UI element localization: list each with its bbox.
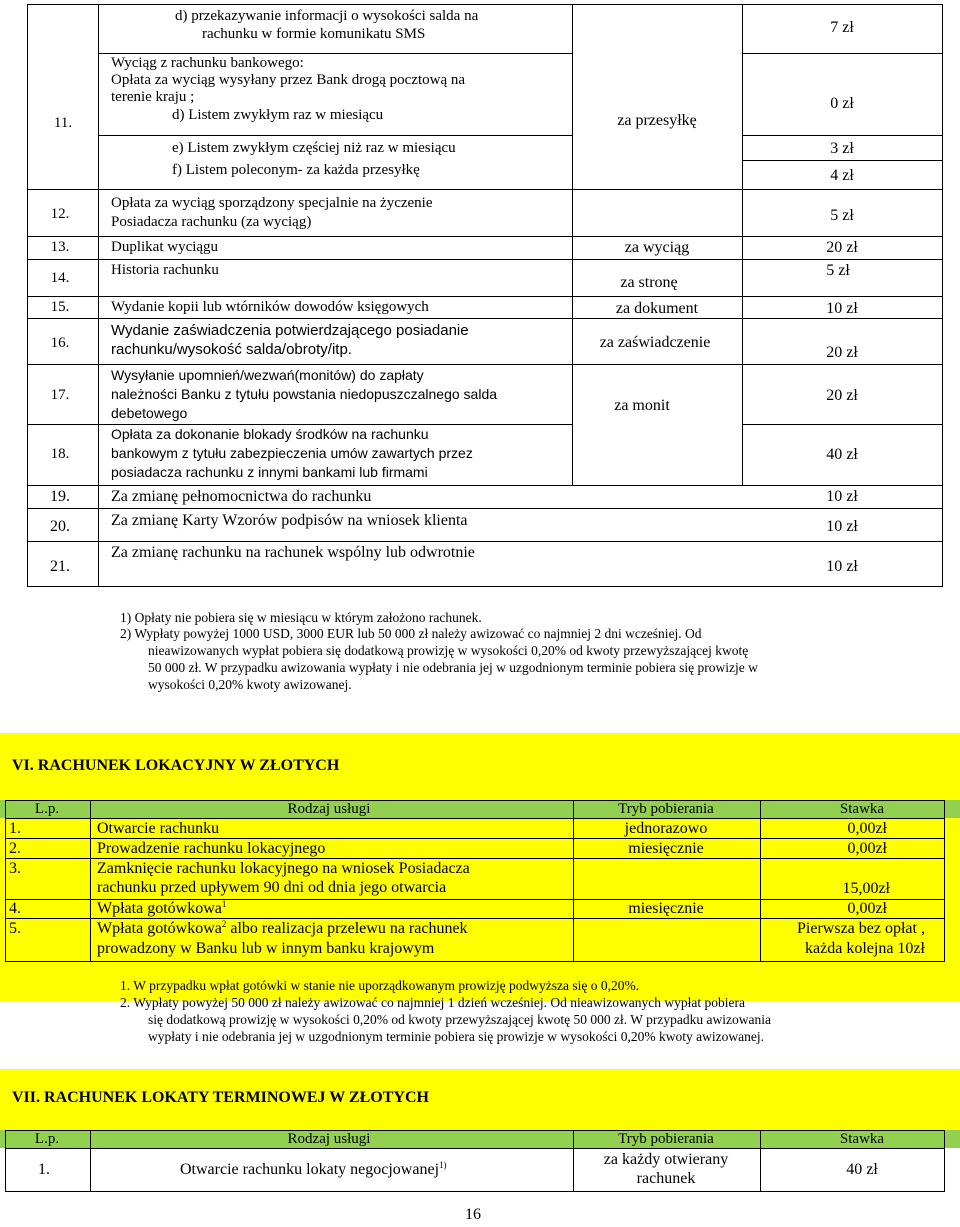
service-name: Duplikat wyciągu xyxy=(111,239,219,255)
section-note-2-cont: wypłaty i nie odebrania jej w uzgodnionym terminie pobiera się prowizje w wysokości 0,20% kwoty awizowanej. xyxy=(148,1029,764,1044)
row-rate: 0,00zł xyxy=(847,840,887,857)
row-number: 17. xyxy=(50,387,70,403)
row-rate: 0,00zł xyxy=(847,820,887,837)
fee-value: 4 zł xyxy=(830,167,854,184)
fee-value: 5 zł xyxy=(830,207,854,224)
header-mode: Tryb pobierania xyxy=(618,1131,714,1147)
row-number: 16. xyxy=(50,335,70,351)
statement-option-f: f) Listem poleconym- za każda przesyłkę xyxy=(172,162,420,178)
charge-mode: za stronę xyxy=(620,274,678,291)
page-number: 16 xyxy=(465,1206,481,1223)
row-rate: 40 zł xyxy=(846,1161,878,1178)
row-lp: 4. xyxy=(9,900,21,917)
row-service: Prowadzenie rachunku lokacyjnego xyxy=(97,840,326,857)
row-mode: za każdy otwierany xyxy=(603,1151,729,1168)
row-number: 12. xyxy=(50,206,70,222)
header-lp: L.p. xyxy=(34,1131,60,1147)
fee-value: 7 zł xyxy=(830,19,854,36)
service-name-cont: Posiadacza rachunku (za wyciąg) xyxy=(111,214,312,230)
service-name-cont: rachunku/wysokość salda/obroty/itp. xyxy=(111,341,352,358)
table-header-bar xyxy=(0,1130,960,1148)
fee-value: 40 zł xyxy=(826,446,858,463)
statement-heading: Wyciąg z rachunku bankowego: xyxy=(111,55,304,71)
row-number: 13. xyxy=(50,239,70,255)
section-note-1: 1. W przypadku wpłat gotówki w stanie nie uporządkowanym prowizję podwyższa się o 0,20%. xyxy=(120,978,640,993)
fee-value: 5 zł xyxy=(826,262,850,279)
row-service: Wpłata gotówkowa$^2$ albo realizacja przelewu na rachunek xyxy=(97,919,468,937)
row-lp: 1. xyxy=(38,1161,50,1178)
charge-mode: za zaświadczenie xyxy=(599,334,711,351)
section-title: VI. RACHUNEK LOKACYJNY W ZŁOTYCH xyxy=(12,757,340,774)
fee-value: 0 zł xyxy=(830,95,854,112)
row-lp: 2. xyxy=(9,840,21,857)
service-name: Za zmianę rachunku na rachunek wspólny lub odwrotnie xyxy=(111,544,475,561)
service-name: Opłata za dokonanie blokady środków na rachunku xyxy=(111,426,429,442)
fee-value: 20 zł xyxy=(826,387,858,404)
row-service-cont: prowadzony w Banku lub w innym banku krajowym xyxy=(97,940,435,957)
row-service: Otwarcie rachunku lokaty negocjowanej$^{1)}$ xyxy=(180,1160,447,1178)
row-lp: 5. xyxy=(9,920,21,937)
row-mode: miesięcznie xyxy=(628,900,704,917)
statement-option-e: e) Listem zwykłym częściej niż raz w miesiącu xyxy=(172,140,456,156)
footnote-marker: 1) xyxy=(439,1160,447,1170)
charge-mode: za przesyłkę xyxy=(617,112,697,129)
statement-desc-cont: terenie kraju ; xyxy=(111,89,195,105)
row-rate-cont: każda kolejna 10zł xyxy=(805,940,925,957)
section-title: VII. RACHUNEK LOKATY TERMINOWEJ W ZŁOTYCH xyxy=(12,1089,429,1106)
section-note-2-cont: się dodatkową prowizję w wysokości 0,20% od kwoty przewyższającej kwotę 50 000 zł. W przypadku awizowania xyxy=(148,1012,771,1027)
header-mode: Tryb pobierania xyxy=(618,801,714,817)
row-mode: miesięcznie xyxy=(628,840,704,857)
service-name-cont: bankowym z tytułu zabezpieczenia umów zawartych przez xyxy=(111,445,473,461)
fee-value: 10 zł xyxy=(826,300,858,317)
header-rate: Stawka xyxy=(839,801,885,817)
row-rate: 0,00zł xyxy=(847,900,887,917)
row-lp: 1. xyxy=(9,820,21,837)
statement-desc: Opłata za wyciąg wysyłany przez Bank drogą pocztową na xyxy=(111,72,466,88)
row-number: 21. xyxy=(50,558,70,575)
row-mode: jednorazowo xyxy=(624,820,708,837)
fee-value: 3 zł xyxy=(830,140,854,157)
table-header-bar xyxy=(0,800,960,818)
service-name: Wydanie zaświadczenia potwierdzającego posiadanie xyxy=(111,322,469,339)
footnote-2: 2) Wypłaty powyżej 1000 USD, 3000 EUR lub 50 000 zł należy awizować co najmniej 2 dni wcześniej. Od xyxy=(120,626,702,641)
service-name: Za zmianę Karty Wzorów podpisów na wniosek klienta xyxy=(111,512,468,529)
footnote-2-cont: 50 000 zł. W przypadku awizowania wypłaty i nie odebrania jej w uzgodnionym terminie pobiera się prowizje w xyxy=(148,660,758,675)
charge-mode: za monit xyxy=(614,397,670,414)
charge-mode: za wyciąg xyxy=(624,239,690,256)
service-name: Historia rachunku xyxy=(111,262,219,278)
footnote-1: 1) Opłaty nie pobiera się w miesiącu w którym założono rachunek. xyxy=(120,610,482,625)
service-name: Wydanie kopii lub wtórników dowodów księgowych xyxy=(111,299,429,315)
footnote-2-cont: wysokości 0,20% kwoty awizowanej. xyxy=(148,677,352,692)
fee-value: 20 zł xyxy=(826,239,858,256)
row-lp: 3. xyxy=(9,860,21,877)
section-note-2: 2. Wypłaty powyżej 50 000 zł należy awizować co najmniej 1 dzień wcześniej. Od nieawizowanych wypłat pobiera xyxy=(120,995,745,1010)
footnote-marker: 2 xyxy=(221,919,227,929)
fee-value: 20 zł xyxy=(826,344,858,361)
row-service: Otwarcie rachunku xyxy=(97,820,220,837)
header-rate: Stawka xyxy=(839,1131,885,1147)
footnote-2-cont: nieawizowanych wypłat pobiera się dodatkową prowizję w wysokości 0,20% od kwoty przewyższającej kwotę xyxy=(148,643,749,658)
fee-value: 10 zł xyxy=(826,518,858,535)
row-rate: 15,00zł xyxy=(842,880,890,897)
charge-mode: za dokument xyxy=(615,300,699,317)
service-name: Opłata za wyciąg sporządzony specjalnie na życzenie xyxy=(111,195,433,211)
header-lp: L.p. xyxy=(34,801,60,817)
service-name-cont: należności Banku z tytułu powstania niedopuszczalnego salda xyxy=(111,386,498,402)
row-service-cont: rachunku przed upływem 90 dni od dnia jego otwarcia xyxy=(97,879,447,896)
fee-value: 10 zł xyxy=(826,488,858,505)
header-service: Rodzaj usługi xyxy=(287,1131,371,1147)
sms-info-item: d) przekazywanie informacji o wysokości salda na xyxy=(175,8,479,24)
row-number: 18. xyxy=(50,446,70,462)
row-mode-cont: rachunek xyxy=(636,1170,696,1187)
statement-option-d: d) Listem zwykłym raz w miesiącu xyxy=(172,107,384,123)
service-name: Za zmianę pełnomocnictwa do rachunku xyxy=(111,488,372,505)
footnote-marker: 1 xyxy=(221,899,227,909)
row-number: 14. xyxy=(50,270,70,286)
header-service: Rodzaj usługi xyxy=(287,801,371,817)
service-name-cont: posiadacza rachunku z innymi bankami lub firmami xyxy=(111,464,428,480)
row-service: Zamknięcie rachunku lokacyjnego na wniosek Posiadacza xyxy=(97,860,470,877)
row-number: 15. xyxy=(50,299,70,315)
service-name: Wysyłanie upomnień/wezwań(monitów) do zapłaty xyxy=(111,367,424,383)
row-number: 20. xyxy=(50,518,70,535)
service-name-cont: debetowego xyxy=(111,405,188,421)
row-number: 19. xyxy=(50,488,70,505)
row-service: Wpłata gotówkowa$^1$ xyxy=(97,899,227,917)
row-rate: Pierwsza bez opłat , xyxy=(797,920,925,937)
row-number: 11. xyxy=(53,115,73,131)
fee-value: 10 zł xyxy=(826,558,858,575)
sms-info-item-cont: rachunku w formie komunikatu SMS xyxy=(202,26,426,42)
